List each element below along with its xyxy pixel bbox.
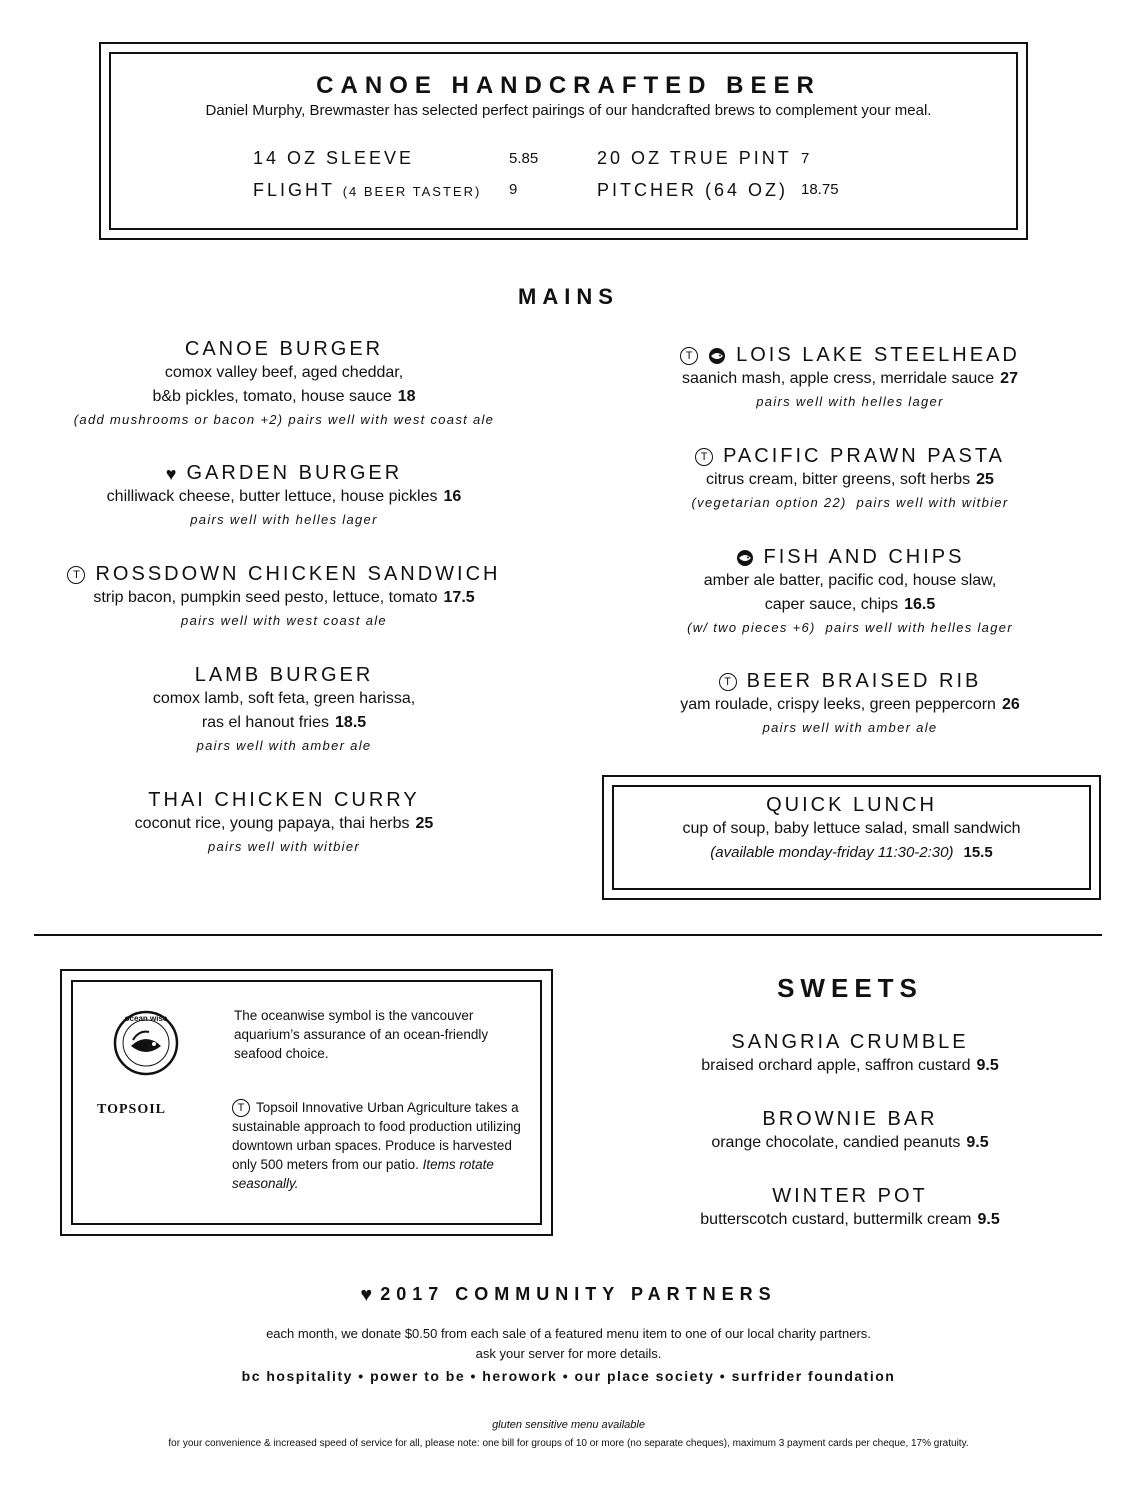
oceanwise-fish-icon — [708, 347, 726, 365]
dish-desc: coconut rice, young papaya, thai herbs 25 — [134, 815, 434, 832]
dish-pacific-prawn-pasta — [575, 445, 1125, 510]
dish-desc: ras el hanout fries 18.5 — [201, 714, 367, 731]
topsoil-icon: T — [67, 566, 85, 584]
dish-name: T LOIS LAKE STEELHEAD — [575, 344, 1125, 367]
partners-list: bc hospitality • power to be • herowork • our place society • surfrider foundation — [241, 1368, 896, 1384]
dish-garden-burger — [0, 462, 568, 527]
dish-price: 16 — [443, 488, 462, 505]
price-value-pitcher: 18.75 — [801, 181, 839, 198]
dish-desc: braised orchard apple, saffron custard 9.5 — [701, 1057, 999, 1074]
dish-desc: yam roulade, crispy leeks, green peppercorn 26 — [680, 696, 1020, 713]
dish-price: 27 — [1000, 370, 1018, 387]
partners-line-1: each month, we donate $0.50 from each sale of a featured menu item to one of our local charity partners. — [266, 1326, 871, 1341]
dish-desc: strip bacon, pumpkin seed pesto, lettuce, tomato 17.5 — [93, 589, 475, 606]
beer-subtitle: Daniel Murphy, Brewmaster has selected perfect pairings of our handcrafted brews to complement your meal. — [205, 102, 932, 119]
dish-price: 9.5 — [977, 1211, 1000, 1228]
dish-lois-lake-steelhead — [575, 344, 1125, 409]
topsoil-icon: T — [695, 448, 713, 466]
dish-desc: saanich mash, apple cress, merridale sauce 27 — [682, 370, 1018, 387]
price-value-pint: 7 — [801, 150, 810, 167]
price-value-flight: 9 — [509, 181, 518, 198]
dish-desc: citrus cream, bitter greens, soft herbs 25 — [706, 471, 994, 488]
dish-beer-braised-rib — [575, 670, 1125, 735]
quick-lunch-desc: cup of soup, baby lettuce salad, small sandwich — [682, 820, 1021, 837]
price-note-flight: (4 BEER TASTER) — [342, 184, 482, 199]
dish-desc: chilliwack cheese, butter lettuce, house pickles 16 — [106, 488, 462, 505]
gluten-note: gluten sensitive menu available — [492, 1419, 645, 1431]
topsoil-icon: T — [680, 347, 698, 365]
topsoil-icon: T — [232, 1099, 250, 1117]
dish-name: T ROSSDOWN CHICKEN SANDWICH — [0, 563, 568, 586]
dish-pairing: pairs well with witbier — [208, 839, 360, 854]
price-label-pitcher: PITCHER (64 OZ) — [597, 180, 789, 200]
policy-note: for your convenience & increased speed of service for all, please note: one bill for groups of 10 or more (no separate cheques), maximum 3 payment cards per cheque, 17% gratuity. — [168, 1438, 969, 1449]
quick-lunch-price: 15.5 — [963, 844, 993, 861]
price-value-sleeve: 5.85 — [509, 150, 539, 167]
dish-name: ♥ GARDEN BURGER — [165, 462, 403, 484]
sweet-sangria-crumble — [580, 1031, 1120, 1078]
partners-title: ♥ 2017 COMMUNITY PARTNERS — [360, 1284, 777, 1307]
dish-price: 17.5 — [443, 589, 475, 606]
dish-pairing: (add mushrooms or bacon +2) pairs well with west coast ale — [73, 412, 495, 427]
sweets-title: SWEETS — [777, 973, 923, 1003]
quick-lunch-title: QUICK LUNCH — [766, 794, 937, 816]
heart-icon: ♥ — [165, 463, 177, 484]
dish-lamb-burger — [0, 664, 568, 753]
dish-pairing: pairs well with amber ale — [762, 720, 938, 735]
dish-fish-and-chips — [575, 546, 1125, 635]
dish-desc: butterscotch custard, buttermilk cream 9.5 — [700, 1211, 1000, 1228]
dish-desc: b&b pickles, tomato, house sauce 18 — [152, 388, 416, 405]
heart-icon: ♥ — [360, 1284, 373, 1307]
dish-price: 25 — [976, 471, 994, 488]
dish-price: 18.5 — [335, 714, 367, 731]
dish-pairing: pairs well with helles lager — [190, 512, 378, 527]
price-label-pint: 20 OZ TRUE PINT — [597, 148, 792, 168]
mains-title: MAINS — [518, 284, 619, 309]
price-label-sleeve: 14 OZ SLEEVE — [253, 148, 415, 168]
dish-price: 26 — [1001, 696, 1020, 713]
dish-canoe-burger — [0, 338, 568, 427]
sweet-winter-pot — [580, 1185, 1120, 1232]
partners-line-2: ask your server for more details. — [475, 1346, 662, 1361]
dish-name: T BEER BRAISED RIB — [575, 670, 1125, 693]
dish-name: CANOE BURGER — [184, 338, 384, 360]
dish-desc: amber ale batter, pacific cod, house slaw, — [703, 572, 997, 589]
dish-name: THAI CHICKEN CURRY — [148, 789, 420, 811]
dish-pairing: (vegetarian option 22) pairs well with witbier — [691, 495, 1009, 510]
sweet-brownie-bar — [580, 1108, 1120, 1155]
dish-name: FISH AND CHIPS — [575, 546, 1125, 569]
dish-desc: comox valley beef, aged cheddar, — [164, 364, 404, 381]
dish-price: 16.5 — [904, 596, 936, 613]
dish-pairing: pairs well with west coast ale — [181, 613, 387, 628]
dish-rossdown-chicken — [0, 563, 568, 628]
dish-pairing: pairs well with helles lager — [756, 394, 944, 409]
dish-pairing: (w/ two pieces +6) pairs well with helles lager — [687, 620, 1013, 635]
oceanwise-text: The oceanwise symbol is the vancouver aquarium’s assurance of an ocean-friendly seafood choice. — [234, 1008, 489, 1061]
quick-lunch — [604, 794, 1099, 865]
dish-pairing: pairs well with amber ale — [196, 738, 372, 753]
quick-lunch-note: (available monday-friday 11:30-2:30) 15.5 — [710, 844, 993, 861]
dish-name: LAMB BURGER — [194, 664, 374, 686]
dish-thai-curry — [0, 789, 568, 854]
dish-desc: caper sauce, chips 16.5 — [764, 596, 936, 613]
oceanwise-fish-icon — [736, 549, 754, 567]
price-label-flight: FLIGHT (4 BEER TASTER) — [253, 180, 482, 200]
dish-desc: orange chocolate, candied peanuts 9.5 — [711, 1134, 989, 1151]
dish-name: SANGRIA CRUMBLE — [731, 1031, 969, 1053]
topsoil-text: T Topsoil Innovative Urban Agriculture takes a sustainable approach to food production utilizing downtown urban spaces. Produce is harvested only 500 meters from our patio. Items rotate seasonally. — [232, 1100, 521, 1192]
dish-name: BROWNIE BAR — [762, 1108, 938, 1130]
oceanwise-logo-text: ocean wise — [124, 1014, 168, 1023]
section-divider — [34, 934, 1102, 936]
dish-desc: comox lamb, soft feta, green harissa, — [152, 690, 416, 707]
dish-name: T PACIFIC PRAWN PASTA — [575, 445, 1125, 468]
dish-price: 25 — [415, 815, 434, 832]
dish-name: WINTER POT — [772, 1185, 928, 1207]
topsoil-icon: T — [719, 673, 737, 691]
dish-price: 9.5 — [966, 1134, 989, 1151]
topsoil-logo: TOPSOIL — [97, 1102, 166, 1117]
dish-price: 18 — [397, 388, 416, 405]
dish-price: 9.5 — [976, 1057, 999, 1074]
beer-title: CANOE HANDCRAFTED BEER — [316, 72, 821, 99]
